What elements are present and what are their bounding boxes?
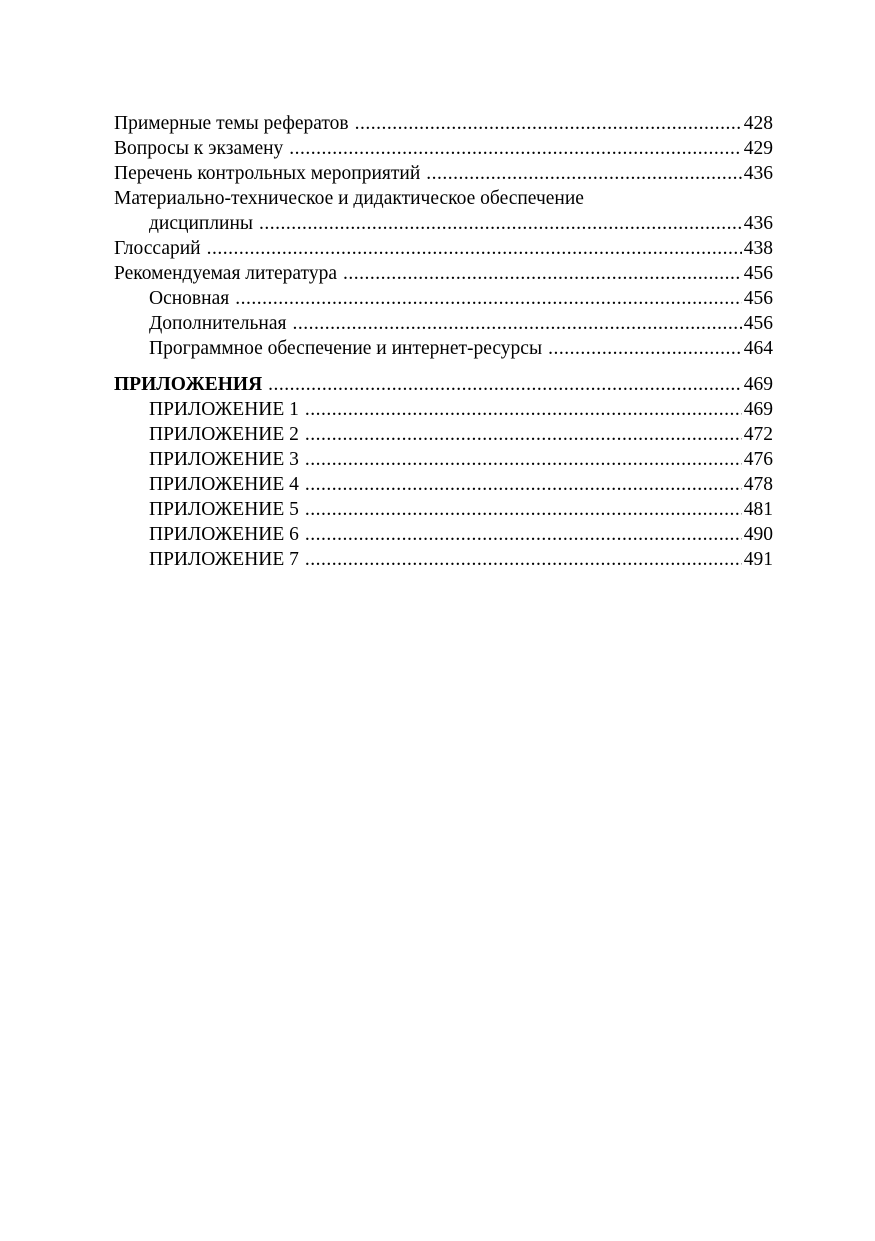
toc-page-number: 472 — [743, 424, 773, 445]
toc-entry-label: ПРИЛОЖЕНИЕ 5 — [149, 499, 299, 520]
toc-leader-dots — [207, 236, 742, 261]
toc-entry-label: ПРИЛОЖЕНИЕ 6 — [149, 524, 299, 545]
toc-entry-label: дисциплины — [149, 213, 254, 234]
table-of-contents — [114, 111, 773, 572]
toc-page-number: 481 — [743, 499, 773, 520]
toc-entry-label: ПРИЛОЖЕНИЕ 2 — [149, 424, 299, 445]
toc-page-number: 456 — [743, 313, 773, 334]
toc-page-number: 436 — [743, 213, 773, 234]
toc-leader-dots — [343, 261, 742, 286]
toc-page-number: 490 — [743, 524, 773, 545]
toc-entry-appendix-6[interactable] — [114, 522, 773, 547]
toc-entry-label: Глоссарий — [114, 238, 201, 259]
toc-entry-material-support-line2[interactable] — [114, 211, 773, 236]
toc-entry-recommended-literature[interactable] — [114, 261, 773, 286]
toc-page-number: 456 — [743, 263, 773, 284]
toc-leader-dots — [259, 211, 742, 236]
toc-entry-exam-questions[interactable] — [114, 136, 773, 161]
toc-entry-label: ПРИЛОЖЕНИЕ 1 — [149, 399, 299, 420]
toc-entry-label: Перечень контрольных мероприятий — [114, 163, 421, 184]
toc-entry-material-support-line1[interactable] — [114, 186, 773, 211]
toc-entry-label: Основная — [149, 288, 230, 309]
toc-page-number: 429 — [743, 138, 773, 159]
toc-leader-dots — [305, 397, 742, 422]
toc-entry-label: Программное обеспечение и интернет-ресурсы — [149, 338, 543, 359]
toc-leader-dots — [292, 311, 741, 336]
toc-page-number: 464 — [743, 338, 773, 359]
toc-leader-dots — [268, 372, 742, 397]
toc-page-number: 456 — [743, 288, 773, 309]
toc-entry-label: Материально-техническое и дидактическое обеспечение — [114, 188, 584, 209]
toc-entry-appendix-1[interactable] — [114, 397, 773, 422]
toc-entry-control-activities[interactable] — [114, 161, 773, 186]
toc-page-number: 469 — [743, 399, 773, 420]
toc-entry-appendix-2[interactable] — [114, 422, 773, 447]
toc-leader-dots — [548, 336, 742, 361]
toc-entry-label: Дополнительная — [149, 313, 287, 334]
toc-entry-label: ПРИЛОЖЕНИЯ — [114, 374, 263, 395]
toc-leader-dots — [426, 161, 741, 186]
toc-page-number: 491 — [743, 549, 773, 570]
toc-leader-dots — [355, 111, 742, 136]
toc-entry-appendix-3[interactable] — [114, 447, 773, 472]
toc-page-number: 428 — [743, 113, 773, 134]
toc-page-number: 436 — [743, 163, 773, 184]
toc-entry-main-literature[interactable] — [114, 286, 773, 311]
toc-entry-appendices[interactable] — [114, 372, 773, 397]
toc-leader-dots — [305, 447, 742, 472]
toc-entry-glossary[interactable] — [114, 236, 773, 261]
toc-entry-software-resources[interactable] — [114, 336, 773, 361]
toc-page-number: 478 — [743, 474, 773, 495]
toc-leader-dots — [305, 497, 742, 522]
toc-leader-dots — [289, 136, 741, 161]
toc-entry-appendix-5[interactable] — [114, 497, 773, 522]
toc-leader-dots — [305, 472, 742, 497]
toc-leader-dots — [305, 547, 742, 572]
toc-entry-essay-topics[interactable] — [114, 111, 773, 136]
toc-entry-label: ПРИЛОЖЕНИЕ 4 — [149, 474, 299, 495]
toc-leader-dots — [305, 522, 742, 547]
toc-entry-label: Примерные темы рефератов — [114, 113, 349, 134]
toc-page-number: 438 — [743, 238, 773, 259]
toc-entry-label: Рекомендуемая литература — [114, 263, 337, 284]
toc-entry-label: ПРИЛОЖЕНИЕ 7 — [149, 549, 299, 570]
toc-entry-label: ПРИЛОЖЕНИЕ 3 — [149, 449, 299, 470]
toc-entry-appendix-4[interactable] — [114, 472, 773, 497]
toc-entry-additional-literature[interactable] — [114, 311, 773, 336]
toc-page-number: 476 — [743, 449, 773, 470]
toc-entry-label: Вопросы к экзамену — [114, 138, 284, 159]
toc-leader-dots — [235, 286, 742, 311]
toc-leader-dots — [305, 422, 742, 447]
toc-page-number: 469 — [743, 374, 773, 395]
toc-entry-appendix-7[interactable] — [114, 547, 773, 572]
